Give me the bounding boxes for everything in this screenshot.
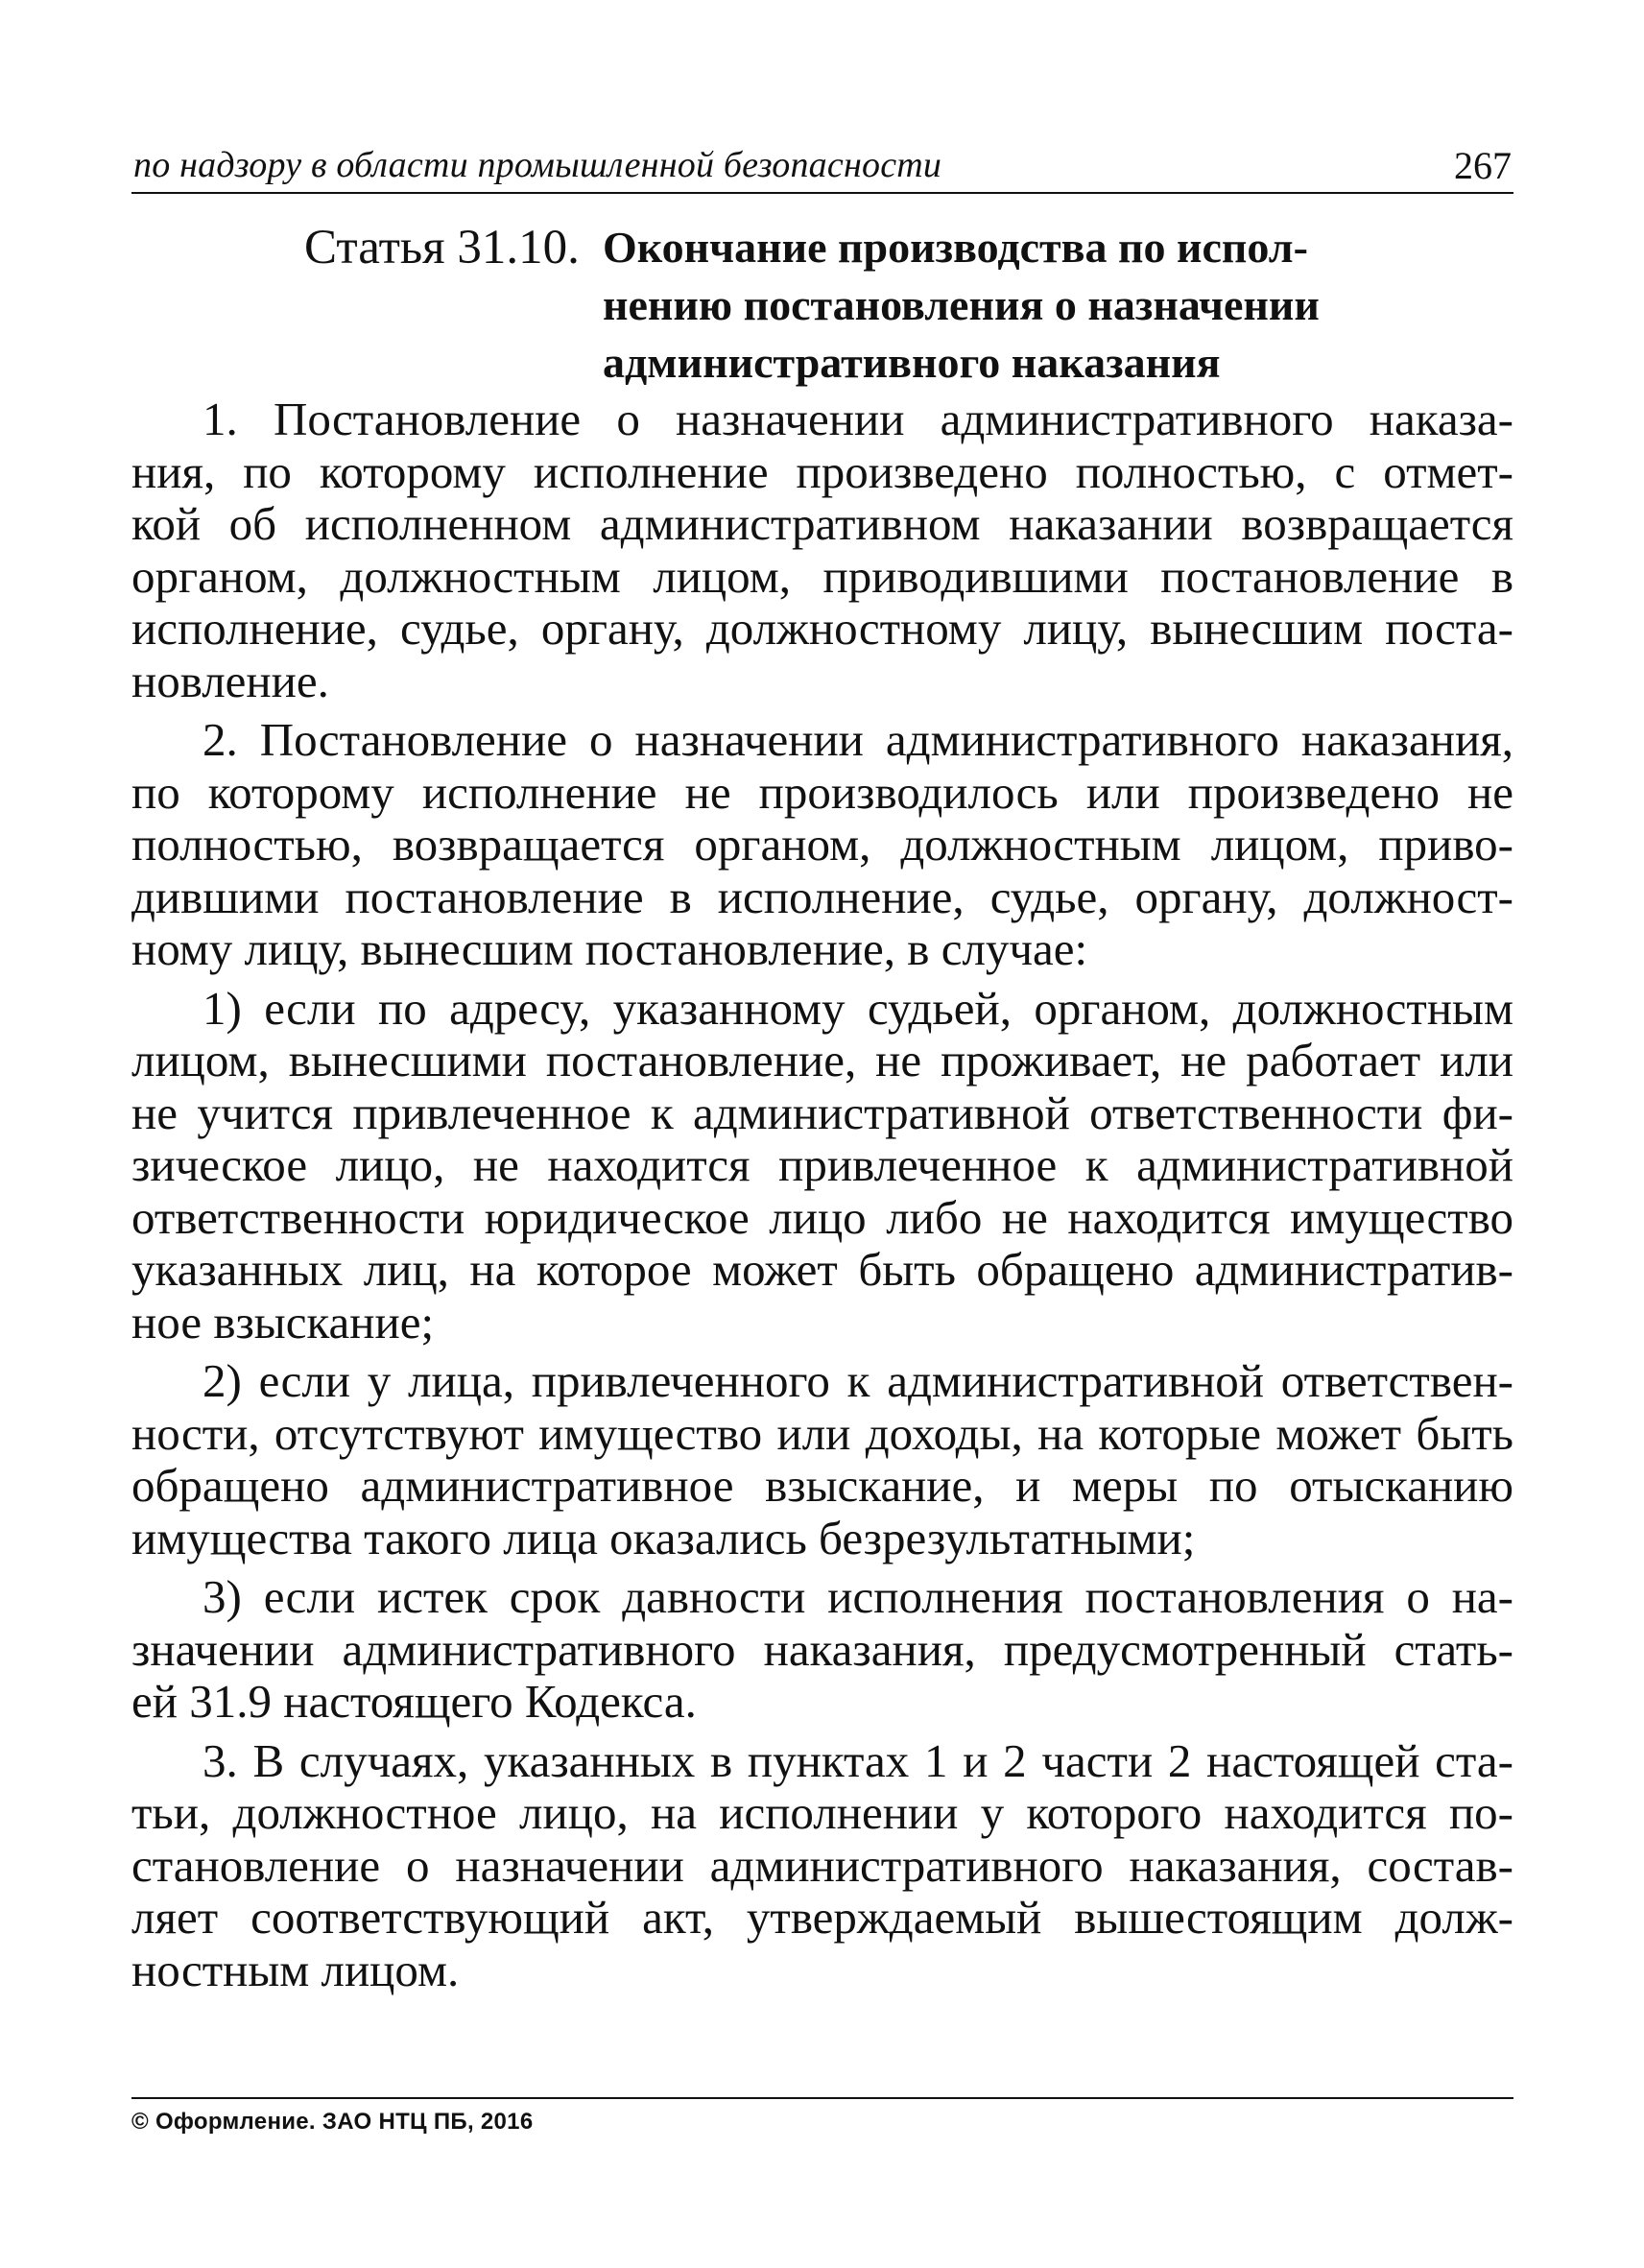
text-line: 2) если у лица, привлеченного к административной ответствен- [203, 1354, 1513, 1407]
text-line: 3) если истек срок давности исполнения постановления о на- [203, 1570, 1513, 1623]
article-title [603, 219, 1457, 392]
text-line: 2. Постановление о назначении административного наказания, [203, 713, 1513, 766]
text-line: по которому исполнение не производилось или произведено не [131, 765, 1513, 819]
text-line: 1. Постановление о назначении административного наказа- [203, 393, 1513, 445]
text-line: ное взыскание; [131, 1295, 435, 1349]
paragraph-part-1 [131, 394, 1513, 707]
text-line: значении административного наказания, предусмотренный стать- [131, 1622, 1513, 1676]
text-line: указанных лиц, на которое может быть обращено административ- [131, 1243, 1513, 1296]
article-title-line: нению постановления о назначении [603, 280, 1320, 329]
text-line: дившими постановление в исполнение, судье, органу, должност- [131, 870, 1513, 923]
text-line: 1) если по адресу, указанному судьей, органом, должностным [203, 981, 1513, 1035]
running-header [131, 144, 1513, 194]
text-line: 3. В случаях, указанных в пунктах 1 и 2 части 2 настоящей ста- [203, 1733, 1513, 1787]
paragraph-part-2 [131, 714, 1513, 976]
article-title-line: Окончание производства по испол- [603, 223, 1308, 272]
paragraph-part-3 [131, 1735, 1513, 1997]
text-line: новление. [131, 654, 329, 707]
page-footer [131, 2097, 1513, 2136]
running-header-title: по надзору в области промышленной безопасности [133, 145, 942, 185]
text-line: полностью, возвращается органом, должностным лицом, приво- [131, 818, 1513, 871]
text-line: лицом, вынесшими постановление, не проживает, не работает или [131, 1034, 1513, 1086]
text-line: тьи, должностное лицо, на исполнении у которого находится по- [131, 1786, 1513, 1839]
page-number: 267 [1454, 144, 1512, 187]
text-line: исполнение, судье, органу, должностному лицу, вынесшим поста- [131, 602, 1513, 655]
text-line: ей 31.9 настоящего Кодекса. [131, 1675, 697, 1728]
text-line: ностным лицом. [131, 1943, 460, 1996]
article-body [131, 394, 1513, 2003]
text-line: ния, по которому исполнение произведено полностью, с отмет- [131, 444, 1513, 498]
list-item-1 [131, 983, 1513, 1349]
text-line: становление о назначении административного наказания, состав- [131, 1838, 1513, 1892]
text-line: зическое лицо, не находится привлеченное к административной [131, 1138, 1513, 1191]
list-item-2 [131, 1355, 1513, 1564]
text-line: ляет соответствующий акт, утверждаемый вышестоящим долж- [131, 1891, 1513, 1944]
text-line: ному лицу, вынесшим постановление, в случае: [131, 922, 1088, 975]
text-line: кой об исполненном административном наказании возвращается [131, 497, 1513, 550]
list-item-3 [131, 1571, 1513, 1729]
text-line: имущества такого лица оказались безрезультатными; [131, 1511, 1196, 1564]
text-line: ответственности юридическое лицо либо не находится имущество [131, 1190, 1513, 1244]
text-line: не учится привлеченное к административной ответственности фи- [131, 1086, 1513, 1139]
article-title-line: административного наказания [603, 338, 1221, 387]
article-number: Статья 31.10. [304, 221, 580, 275]
text-line: ности, отсутствуют имущество или доходы, на которые может быть [131, 1406, 1513, 1460]
text-line: обращено административное взыскание, и меры по отысканию [131, 1459, 1513, 1512]
copyright-notice: © Оформление. ЗАО НТЦ ПБ, 2016 [131, 2109, 534, 2135]
text-line: органом, должностным лицом, приводившими постановление в [131, 549, 1513, 603]
